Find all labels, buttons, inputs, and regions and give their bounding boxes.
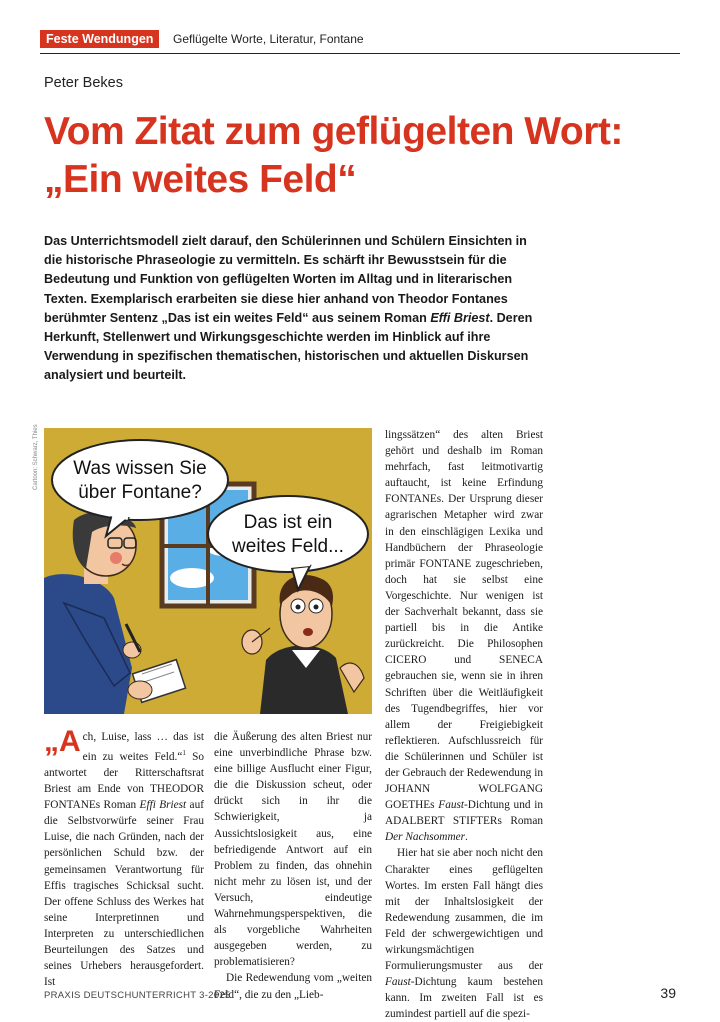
column2-paragraph-1: die Äußerung des alten Briest nur eine unverbindliche Phrase bzw. eine billige Ausflucht einer Figur, die die Diskussion scheut, oder drückt sich in ihr die Schwierigkeit, ja Aussichtslosigkeit aus, eine befriedigende Antwort auf ein Problem zu finden, das ohnehin nicht mehr zu lösen ist, und der Versuch, eindeutige Wahrnehmungsperspektiven, die als vorgebliche Wahrheiten ausgegeben werden, zu problematisieren? bbox=[214, 731, 372, 969]
col3-italic-2: Der Nachsommer bbox=[385, 831, 466, 844]
col3-text-c: . bbox=[465, 831, 468, 844]
lead-text-2: . Deren Herkunft, Stellenwert und Wirkungsgeschichte werden im Hinblick auf ihre Verwendung in spezifischen thematischen, historischen und aktuellen Diskursen analysiert und beurteilt. bbox=[44, 310, 533, 383]
cartoon-credit: Cartoon: Schwarz, Thies bbox=[33, 424, 39, 490]
col3-italic-1: Faust bbox=[438, 799, 465, 812]
drop-quote: „A bbox=[44, 725, 81, 758]
col1-text-c: auf die Selbstvorwürfe seiner Frau Luise, die nach Gründen, nach der persönlichen Schuld bzw. der gemeinsamen Verantwortung für Effis tragisches Schicksal sucht. Der offene Schluss des Werkes hat seine Interpretinnen und Interpreten zu unterschiedlichen Beurteilungen des Satzes und seines Urhebers herausgefordert. Ist bbox=[44, 799, 204, 989]
column3-paragraph-1 bbox=[385, 427, 543, 845]
col3-text-b: -Dichtung und in ADALBERT STIFTERs Roman bbox=[385, 799, 543, 828]
column2-paragraph-2: Die Redewendung vom „weiten Feld“, die zu den „Lieb- bbox=[214, 972, 372, 1001]
col3-italic-3: Faust bbox=[385, 976, 411, 989]
col1-italic: Effi Briest bbox=[139, 799, 187, 812]
page-number: 39 bbox=[660, 985, 676, 1001]
body-column-1 bbox=[44, 725, 204, 990]
lead-text-1: Das Unterrichtsmodell zielt darauf, den Schülerinnen und Schülern Einsichten in die historische Phraseologie zu vermitteln. Es schärft ihr Bewusstsein für die Bedeutung und Funktion von geflügelten Worten im Alltag und in literarischen Texten. Exemplarisch erarbeiten sie diese hier anhand von Theodor Fontanes berühmter Sentenz „Das ist ein weites Feld“ aus seinem Roman bbox=[44, 234, 527, 325]
bubble2-line2: weites Feld... bbox=[232, 536, 344, 557]
column3-paragraph-2 bbox=[385, 845, 543, 1022]
col3-text-e: -Dichtung kaum bestehen kann. Im zweiten Fall ist es zumindest partiell auf die spezi- bbox=[385, 976, 543, 1021]
topic-keywords: Geflügelte Worte, Literatur, Fontane bbox=[173, 32, 364, 46]
author-name: Peter Bekes bbox=[44, 75, 123, 91]
body-column-2 bbox=[214, 729, 372, 1003]
column1-paragraph bbox=[44, 725, 204, 990]
section-tag: Feste Wendungen bbox=[40, 30, 159, 48]
cartoon-svg bbox=[44, 428, 372, 714]
col3-text-a: lingssätzen“ des alten Briest gehört und deshalb im Roman mehrfach, fast leitmotivartig auftaucht, ist keine Erfindung FONTANEs. Der Ursprung dieser agrarischen Metapher wird zwar in den einschlägigen Lexika und Handbüchern der Phraseologie primär FONTANE zugeschrieben, doch hat sie selbst eine Vorgeschichte. Nur wenigen ist der Sachverhalt bekannt, dass sie partiell bis in die Antike zurückreicht. Die Philosophen CICERO und SENECA gebrauchen sie, wenn sie in ihren Schriften über die Weitläufigkeit des Tugendbegriffes, hier vor allem der Freigiebigkeit reflektieren. Aufschlussreich für die Schülerinnen und Schüler ist der Gebrauch der Redewendung in JOHANN WOLFGANG GOETHEs bbox=[385, 429, 543, 812]
footnote-marker: 1 bbox=[182, 749, 186, 758]
journal-footer: PRAXIS DEUTSCHUNTERRICHT 3-2025 bbox=[44, 990, 231, 1001]
lead-paragraph bbox=[44, 232, 540, 386]
col1-text-a: ch, Luise, lass … das ist ein zu weites Feld.“ bbox=[82, 731, 204, 763]
bubble1-line2: über Fontane? bbox=[78, 482, 202, 503]
col1-text-b: So antwortet der Ritterschaftsrat Briest am Ende von THEODOR FONTANEs Roman bbox=[44, 750, 204, 812]
lead-italic-title: Effi Briest bbox=[430, 310, 490, 325]
col3-text-d: Hier hat sie aber noch nicht den Charakter eines geflügelten Wortes. Im ersten Fall hängt dies mit der Inhaltslosigkeit der Redewendung zusammen, die im Feld der schwergewichtigen und wirkungsmächtigen Formulierungsmuster aus der bbox=[385, 847, 543, 973]
cartoon-illustration bbox=[44, 428, 372, 714]
body-column-3 bbox=[385, 427, 543, 1022]
bubble1-line1: Was wissen Sie bbox=[73, 458, 207, 479]
header-rule bbox=[40, 53, 680, 54]
bubble2-line1: Das ist ein bbox=[243, 512, 333, 533]
section-header bbox=[40, 30, 680, 50]
article-title: Vom Zitat zum geflügelten Wort: „Ein weites Feld“ bbox=[44, 110, 623, 201]
